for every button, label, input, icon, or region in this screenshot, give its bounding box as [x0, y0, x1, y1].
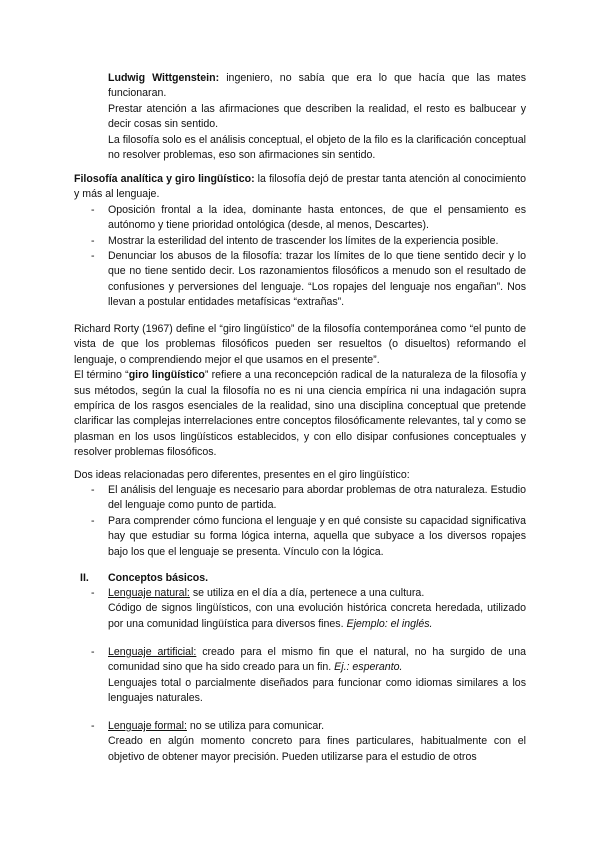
- wittgenstein-name: Ludwig Wittgenstein:: [108, 72, 220, 84]
- wittgenstein-paragraph: [108, 71, 526, 102]
- artificial-block: [108, 645, 526, 707]
- formal-body: Creado en algún momento concreto para fines particulares, habitualmente con el objetivo de obtener mayor precisión. Pueden utilizarse para el estudio de otros: [108, 735, 526, 763]
- section-numeral: II.: [80, 572, 89, 584]
- bullet-dash: -: [91, 204, 95, 216]
- bullet-dash: -: [91, 484, 95, 496]
- natural-example: Ejemplo: el inglés.: [346, 617, 433, 630]
- artificial-desc: creado para el mismo fin que el natural, no ha surgido de una comunidad sino que ha sido creado para un fin.: [108, 646, 526, 674]
- formal-block: [108, 719, 526, 765]
- analitica-item-1: Oposición frontal a la idea, dominante hasta entonces, de que el pensamiento es autónomo y tiene prioridad ontológica (desde, al menos, Descartes).: [108, 204, 526, 232]
- analitica-intro: [74, 172, 526, 203]
- analitica-paragraph: [74, 172, 526, 203]
- artificial-example: Ej.: esperanto.: [334, 661, 403, 674]
- wittgenstein-line1: ingeniero, no sabía que era lo que hacía que las mates funcionaran.: [108, 72, 526, 100]
- section-title: Conceptos básicos.: [108, 572, 209, 584]
- analitica-intro-text: la filosofía dejó de prestar tanta atención al conocimiento y más al lenguaje.: [74, 173, 526, 201]
- natural-label: Lenguaje natural:: [108, 587, 190, 599]
- bullet-dash: -: [91, 250, 95, 262]
- dos-ideas-item-1: El análisis del lenguaje es necesario para abordar problemas de otra naturaleza. Estudio del lenguaje como punto de partida.: [108, 484, 526, 512]
- bullet-dash: -: [91, 587, 95, 599]
- giro-post: ” refiere a una reconcepción radical de la naturaleza de la filosofía y sus métodos, según la cual la filosofía no es ni una ciencia empírica ni una indagación supra empírica de los rasgos esenciales de la realidad, sino una disciplina conceptual que pretende clarificar las complejas interrelaciones entre conceptos filosóficamente relevantes, tal y como se plasman en los usos lingüísticos establecidos, y con ello disipar confusiones conceptuales y resolver problemas filosóficos.: [74, 369, 526, 459]
- bullet-dash: -: [91, 515, 95, 527]
- section-heading-line: [80, 571, 480, 586]
- analitica-heading: Filosofía analítica y giro lingüístico:: [74, 173, 255, 185]
- bullet-dash: -: [91, 646, 95, 658]
- rorty-paragraph: Richard Rorty (1967) define el “giro lingüístico” de la filosofía contemporánea como “el punto de vista de que los problemas filosóficos pueden ser resueltos (o disueltos) reformando el lenguaje, o comprendiendo mejor el que usamos en el presente”.: [74, 323, 526, 366]
- natural-body: Código de signos lingüísticos, con una evolución histórica concreta heredada, utilizado por una comunidad lingüística para diversos fines.: [108, 602, 526, 630]
- formal-desc: no se utiliza para comunicar.: [186, 720, 325, 732]
- natural-block: [108, 586, 526, 632]
- analitica-item-2: Mostrar la esterilidad del intento de trascender los límites de la experiencia posible.: [108, 235, 499, 247]
- rorty-section: [74, 322, 526, 461]
- formal-line: [108, 719, 526, 734]
- natural-body-line: [108, 601, 526, 632]
- bullet-dash: -: [91, 235, 95, 247]
- bullet-dash: -: [91, 720, 95, 732]
- artificial-line: [108, 645, 526, 676]
- dos-ideas-text: Dos ideas relacionadas pero diferentes, presentes en el giro lingüístico:: [74, 469, 410, 481]
- dos-ideas-intro: [74, 468, 526, 483]
- natural-desc: se utiliza en el día a día, pertenece a una cultura.: [189, 587, 425, 599]
- analitica-item-3: Denunciar los abusos de la filosofía: trazar los límites de lo que tiene sentido decir y lo que no tiene sentido decir. Los razonamientos filosóficos a menudo son el resultado de confusiones y perversiones del lenguaje. “Los ropajes del lenguaje nos engañan”. Nos llevan a postular entidades metafísicas “extrañas”.: [108, 250, 526, 309]
- giro-pre: El término “: [74, 369, 129, 382]
- artificial-body: Lenguajes total o parcialmente diseñados para funcionar como idiomas similares a los lenguajes naturales.: [108, 676, 526, 705]
- natural-line: [108, 586, 526, 601]
- wittgenstein-section: [108, 71, 526, 163]
- section-heading: [80, 571, 480, 586]
- wittgenstein-line3: La filosofía solo es el análisis conceptual, el objeto de la filo es la clarificación conceptual no resolver problemas, eso son afirmaciones sin sentido.: [108, 133, 526, 162]
- wittgenstein-line2: Prestar atención a las afirmaciones que describen la realidad, el resto es balbucear y decir cosas sin sentido.: [108, 102, 526, 131]
- giro-term: giro lingüístico: [128, 369, 205, 382]
- artificial-label: Lenguaje artificial:: [108, 646, 197, 658]
- dos-ideas-item-2: Para comprender cómo funciona el lenguaje y en qué consiste su capacidad significativa hay que estudiar su forma lógica interna, aquella que subyace a los diversos ropajes bajo los que el lenguaje se presenta. Vínculo con la lógica.: [108, 515, 526, 558]
- formal-label: Lenguaje formal:: [108, 720, 187, 732]
- giro-paragraph: [74, 368, 526, 460]
